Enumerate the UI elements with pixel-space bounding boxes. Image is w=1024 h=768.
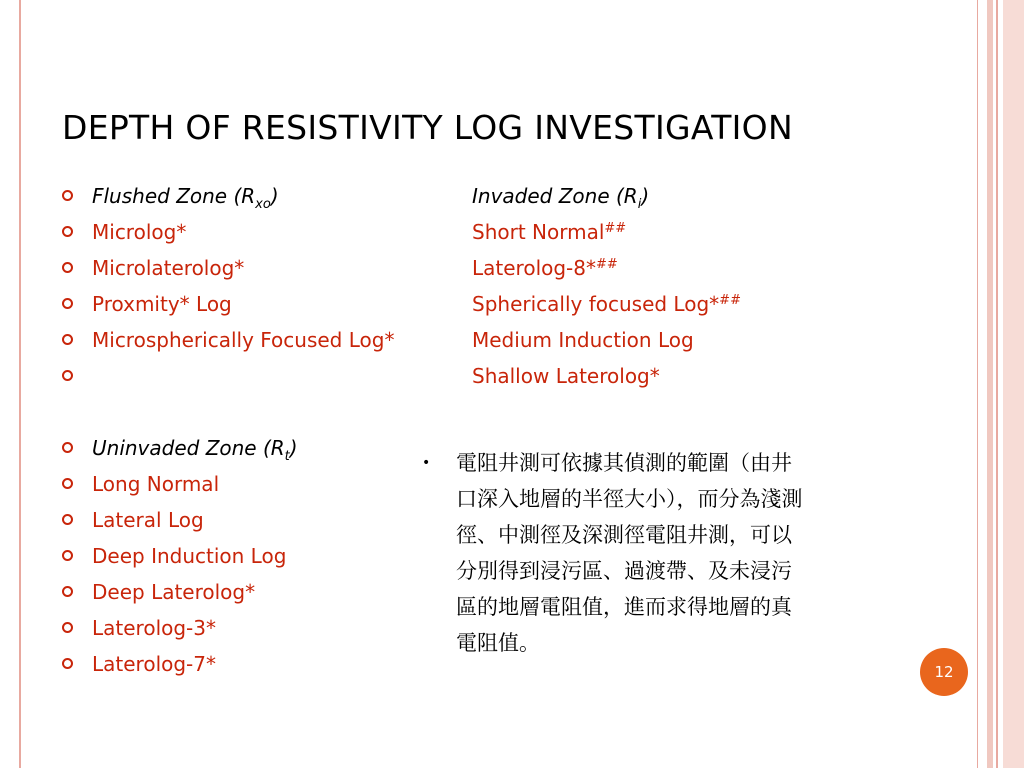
list-item [62, 610, 298, 646]
bullet-circle-icon [62, 262, 73, 273]
list-item-text: Invaded Zone (R [472, 184, 638, 208]
list-item [62, 358, 394, 394]
left-list-bottom [62, 430, 298, 682]
left-list-top [62, 178, 394, 394]
bullet-circle-icon [62, 550, 73, 561]
bullet-circle-icon [62, 334, 73, 345]
list-item-suffix: ) [270, 184, 279, 208]
list-item [472, 250, 741, 286]
frame-line-right-3 [996, 0, 998, 768]
list-item-text: Deep Laterolog* [92, 580, 256, 604]
list-item [62, 178, 394, 214]
frame-line-right-1 [977, 0, 978, 768]
bullet-circle-icon [62, 226, 73, 237]
bullet-circle-icon [62, 442, 73, 453]
list-item [62, 574, 298, 610]
subscript: t [284, 449, 290, 464]
list-item [472, 286, 741, 322]
list-item [62, 322, 394, 358]
list-item-text: Proxmity* Log [92, 292, 232, 316]
list-item-text: Laterolog-3* [92, 616, 216, 640]
list-item [472, 358, 741, 394]
list-item-text: Long Normal [92, 472, 220, 496]
list-item-text: Laterolog-7* [92, 652, 216, 676]
note-text: 電阻井測可依據其偵測的範圍（由井口深入地層的半徑大小），而分為淺測徑、中測徑及深測徑電阻井測，可以分別得到浸污區、過渡帶、及未浸污區的地層電阻值，進而求得地層的真電阻值。 [456, 451, 803, 655]
list-item-text: Uninvaded Zone (R [92, 436, 285, 460]
note-bullet: • [422, 455, 431, 471]
list-item-text: Spherically focused Log* [472, 292, 720, 316]
list-item-text: Microspherically Focused Log* [92, 328, 395, 352]
list-item [472, 322, 741, 358]
list-item [472, 178, 741, 214]
superscript: ## [596, 257, 618, 272]
list-item-text: Shallow Laterolog* [472, 364, 660, 388]
frame-line-right-2 [987, 0, 993, 768]
right-list [472, 178, 741, 394]
bullet-circle-icon [62, 370, 73, 381]
slide-title: DEPTH OF RESISTIVITY LOG INVESTIGATION [62, 108, 793, 147]
list-item [472, 214, 741, 250]
list-item-text: Deep Induction Log [92, 544, 287, 568]
list-item [62, 466, 298, 502]
bullet-circle-icon [62, 478, 73, 489]
list-item-text: Lateral Log [92, 508, 204, 532]
list-item-text: Medium Induction Log [472, 328, 694, 352]
list-item [62, 502, 298, 538]
bullet-circle-icon [62, 622, 73, 633]
bullet-circle-icon [62, 298, 73, 309]
list-item-text: Microlaterolog* [92, 256, 245, 280]
superscript: ## [719, 293, 741, 308]
list-item-text: Laterolog-8* [472, 256, 596, 280]
list-item-suffix: ) [289, 436, 298, 460]
superscript: ## [604, 221, 627, 236]
list-item-text: Short Normal [472, 220, 605, 244]
list-item-suffix: ) [641, 184, 650, 208]
page-number-badge: 12 [920, 648, 968, 696]
bullet-circle-icon [62, 514, 73, 525]
list-item [62, 214, 394, 250]
subscript: i [637, 197, 642, 212]
bullet-circle-icon [62, 586, 73, 597]
subscript: xo [255, 197, 271, 212]
bullet-circle-icon [62, 658, 73, 669]
frame-line-left [19, 0, 21, 768]
frame-line-right-4 [1003, 0, 1024, 768]
list-item [62, 286, 394, 322]
list-item [62, 250, 394, 286]
bullet-circle-icon [62, 190, 73, 201]
list-item [62, 430, 298, 466]
note-paragraph [422, 445, 810, 661]
list-item [62, 646, 298, 682]
list-item-text: Microlog* [92, 220, 187, 244]
list-item-text: Flushed Zone (R [92, 184, 256, 208]
list-item [62, 538, 298, 574]
